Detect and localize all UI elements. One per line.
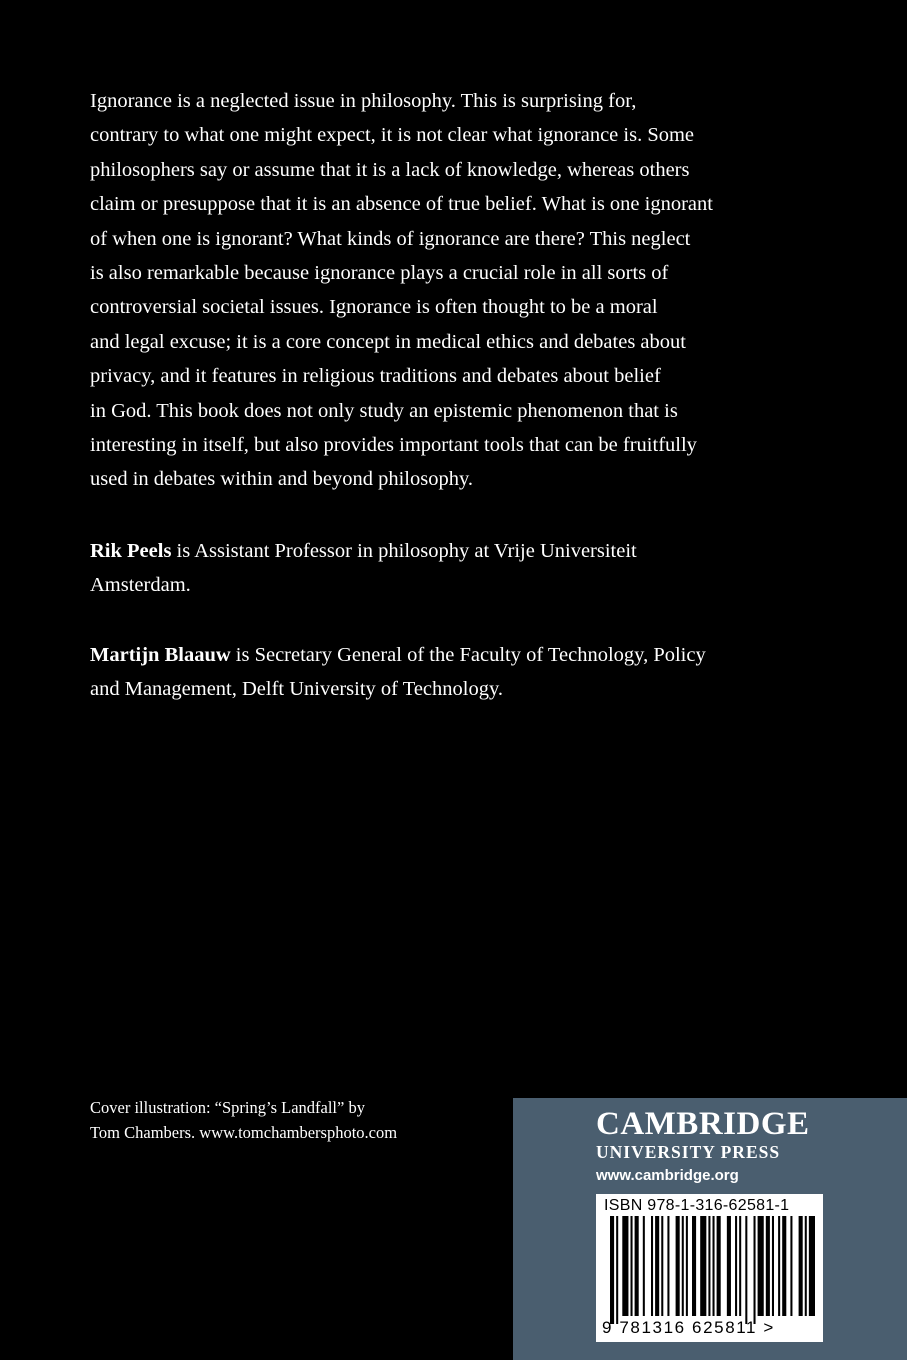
blurb-line: claim or presuppose that it is an absence of true belief. What is one ignorant bbox=[90, 193, 713, 216]
cover-credit-line: Tom Chambers. www.tomchambersphoto.com bbox=[90, 1123, 398, 1142]
blurb-line: in God. This book does not only study an epistemic phenomenon that is bbox=[90, 399, 678, 422]
author-bio-text: is Assistant Professor in philosophy at Vrije Universiteit bbox=[171, 540, 637, 562]
publisher-url: www.cambridge.org bbox=[596, 1167, 739, 1184]
blurb-line: used in debates within and beyond philosophy. bbox=[90, 468, 473, 491]
blurb-line: Ignorance is a neglected issue in philosophy. This is surprising for, bbox=[90, 90, 637, 112]
barcode-digits: 9 781316 625811 > bbox=[602, 1318, 775, 1337]
publisher-subname: UNIVERSITY PRESS bbox=[596, 1142, 781, 1162]
author-bio-text: is Secretary General of the Faculty of Technology, Policy bbox=[230, 644, 706, 666]
author-bio-1 bbox=[90, 534, 770, 603]
author-name: Martijn Blaauw bbox=[90, 644, 231, 666]
author-bio-line: and Management, Delft University of Technology. bbox=[90, 678, 504, 701]
blurb-line: controversial societal issues. Ignorance is often thought to be a moral bbox=[90, 296, 658, 319]
author-bio-line bbox=[90, 638, 770, 672]
barcode-bars bbox=[596, 1216, 823, 1324]
author-name: Rik Peels bbox=[90, 540, 172, 562]
author-bio-line: Amsterdam. bbox=[90, 574, 191, 597]
blurb-line: philosophers say or assume that it is a lack of knowledge, whereas others bbox=[90, 158, 690, 181]
cover-credit bbox=[90, 1095, 490, 1145]
blurb-line: contrary to what one might expect, it is not clear what ignorance is. Some bbox=[90, 124, 695, 147]
isbn-barcode bbox=[596, 1194, 823, 1342]
author-bio-2 bbox=[90, 638, 770, 707]
isbn-label: ISBN 978-1-316-62581-1 bbox=[604, 1197, 790, 1214]
blurb-line: privacy, and it features in religious traditions and debates about belief bbox=[90, 365, 661, 388]
publisher-name: CAMBRIDGE bbox=[596, 1106, 810, 1142]
blurb-line: of when one is ignorant? What kinds of ignorance are there? This neglect bbox=[90, 227, 691, 250]
blurb-line: interesting in itself, but also provides important tools that can be fruitfully bbox=[90, 434, 697, 457]
blurb bbox=[90, 84, 770, 497]
author-bio-line bbox=[90, 534, 770, 568]
publisher-panel bbox=[513, 1098, 907, 1360]
blurb-line: is also remarkable because ignorance plays a crucial role in all sorts of bbox=[90, 262, 669, 285]
cover-credit-line: Cover illustration: “Spring’s Landfall” by bbox=[90, 1098, 365, 1117]
blurb-line: and legal excuse; it is a core concept in medical ethics and debates about bbox=[90, 330, 686, 353]
